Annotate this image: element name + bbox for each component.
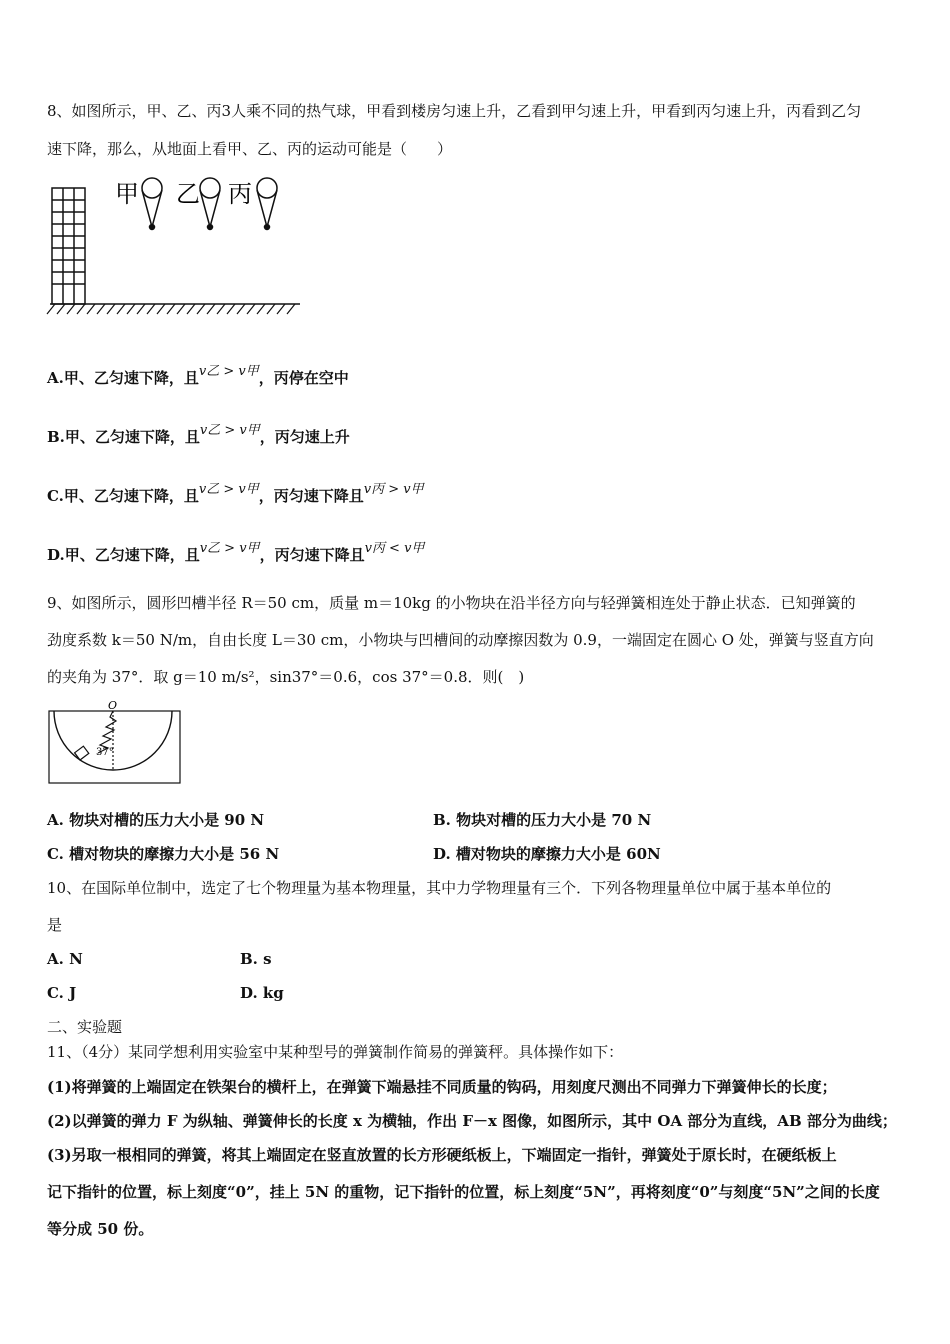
q9-option-d[interactable]: D. 槽对物块的摩擦力大小是 60N [433, 845, 661, 863]
q11-step1: (1)将弹簧的上端固定在铁架台的横杆上，在弹簧下端悬挂不同质量的钩码，用刻度尺测出不同弹力下弹簧伸长的长度； [47, 1078, 837, 1096]
ground-hatch [117, 304, 125, 314]
option-suffix: ，丙停在空中 [258, 369, 349, 387]
q8-option-b[interactable] [47, 423, 350, 449]
ground-hatch [137, 304, 145, 314]
q9-stem-line3: 的夹角为 37°．取 g＝10 m/s²，sin37°＝0.6，cos 37°＝0.8．则( ) [47, 668, 525, 686]
q10-option-d[interactable]: D. kg [240, 984, 284, 1002]
balloon-yi [200, 178, 220, 230]
center-o-label: O [108, 699, 118, 712]
section-title: 二、实验题 [47, 1018, 123, 1036]
option-suffix: ，丙匀速下降且 [258, 487, 364, 505]
q9-figure [46, 697, 186, 789]
q10-option-c[interactable]: C. J [47, 984, 77, 1002]
ground-hatch [47, 304, 55, 314]
formula: v乙 > v甲 [199, 541, 260, 556]
formula: v乙 > v甲 [199, 423, 260, 438]
option-prefix: A.甲、乙匀速下降，且 [47, 369, 199, 387]
q8-option-d[interactable] [47, 541, 425, 567]
ground-hatch [227, 304, 235, 314]
formula: v乙 > v甲 [198, 482, 259, 497]
ground-hatch [217, 304, 225, 314]
q10-stem-line2: 是 [47, 916, 63, 934]
q8-option-a[interactable] [47, 364, 349, 390]
ground-hatch [207, 304, 215, 314]
q10-option-b[interactable]: B. s [240, 950, 272, 968]
ground-hatch [287, 304, 295, 314]
q8-stem-line1: 8、如图所示，甲、乙、丙3人乘不同的热气球，甲看到楼房匀速上升，乙看到甲匀速上升，甲看到丙匀速上升，丙看到乙匀 [47, 102, 862, 120]
q9-option-c[interactable]: C. 槽对物块的摩擦力大小是 56 N [47, 845, 280, 863]
ground-hatch [107, 304, 115, 314]
ground-hatch [257, 304, 265, 314]
ground-hatch [127, 304, 135, 314]
ground-hatch [167, 304, 175, 314]
q10-option-a[interactable]: A. N [47, 950, 83, 968]
ground-hatch [57, 304, 65, 314]
balloon-label-jia: 甲 [115, 180, 139, 208]
ground-hatch [157, 304, 165, 314]
q9-option-b[interactable]: B. 物块对槽的压力大小是 70 N [433, 811, 652, 829]
formula: v乙 > v甲 [198, 364, 259, 379]
option-prefix: D.甲、乙匀速下降，且 [47, 546, 200, 564]
building [52, 188, 85, 304]
q11-stem: 11、（4分）某同学想利用实验室中某种型号的弹簧制作简易的弹簧秤。具体操作如下： [47, 1043, 624, 1061]
q8-option-c[interactable] [47, 482, 424, 508]
q11-step3-line3: 等分成 50 份。 [47, 1220, 154, 1238]
balloon-bing [257, 178, 277, 230]
balloon-label-bing: 丙 [228, 180, 252, 208]
ground-hatch [267, 304, 275, 314]
ground-hatch [97, 304, 105, 314]
ground-hatch [247, 304, 255, 314]
balloon-label-yi: 乙 [176, 180, 200, 208]
ground-hatch [277, 304, 285, 314]
q11-step2: (2)以弹簧的弹力 F 为纵轴、弹簧伸长的长度 x 为横轴，作出 F－x 图像，如图所示，其中 OA 部分为直线，AB 部分为曲线； [47, 1112, 897, 1130]
formula2: v丙 < v甲 [364, 541, 425, 556]
ground-hatch [177, 304, 185, 314]
ground-hatch [67, 304, 75, 314]
ground-hatch [87, 304, 95, 314]
formula2: v丙 > v甲 [363, 482, 424, 497]
q8-figure [45, 170, 305, 320]
q9-option-a[interactable]: A. 物块对槽的压力大小是 90 N [47, 811, 265, 829]
option-suffix: ，丙匀速下降且 [259, 546, 365, 564]
ground-hatch [237, 304, 245, 314]
ground-hatch [147, 304, 155, 314]
ground-hatch [197, 304, 205, 314]
q8-stem-line2: 速下降，那么，从地面上看甲、乙、丙的运动可能是（ ） [47, 140, 453, 158]
balloon-jia [142, 178, 162, 230]
option-prefix: C.甲、乙匀速下降，且 [47, 487, 199, 505]
q11-step3-line1: (3)另取一根相同的弹簧，将其上端固定在竖直放置的长方形硬纸板上，下端固定一指针，弹簧处于原长时，在硬纸板上 [47, 1146, 837, 1164]
q9-stem-line1: 9、如图所示，圆形凹槽半径 R＝50 cm，质量 m＝10kg 的小物块在沿半径方向与轻弹簧相连处于静止状态．已知弹簧的 [47, 594, 856, 612]
angle-label: 37° [96, 747, 114, 758]
q11-step3-line2: 记下指针的位置，标上刻度“0”，挂上 5N 的重物，记下指针的位置，标上刻度“5N”，再将刻度“0”与刻度“5N”之间的长度 [47, 1183, 880, 1201]
option-suffix: ，丙匀速上升 [259, 428, 350, 446]
q10-stem-line1: 10、在国际单位制中，选定了七个物理量为基本物理量，其中力学物理量有三个．下列各物理量单位中属于基本单位的 [47, 879, 832, 897]
q9-stem-line2: 劲度系数 k＝50 N/m，自由长度 L＝30 cm，小物块与凹槽间的动摩擦因数为 0.9，一端固定在圆心 O 处，弹簧与竖直方向 [47, 631, 874, 649]
ground-hatch [187, 304, 195, 314]
option-prefix: B.甲、乙匀速下降，且 [47, 428, 200, 446]
ground-hatch [77, 304, 85, 314]
